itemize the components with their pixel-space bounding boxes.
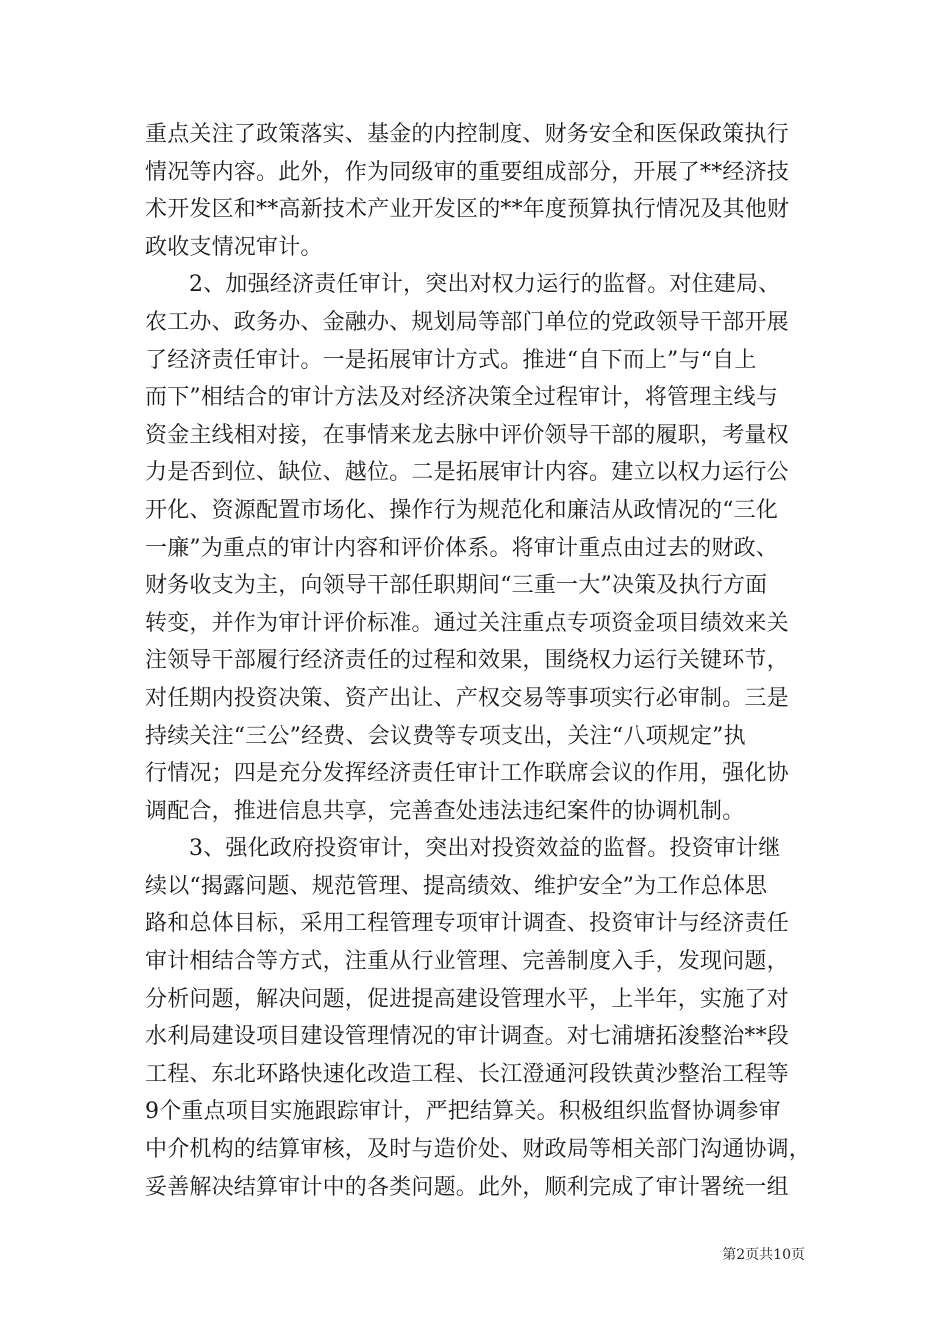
text-line: 政收支情况审计。 xyxy=(145,234,323,260)
paragraph-start-line: 2、加强经济责任审计，突出对权力运行的监督。对住建局、 xyxy=(189,272,781,298)
text-line: 了经济责任审计。一是拓展审计方式。推进“自下而上”与“自上 xyxy=(145,347,757,373)
text-line: 审计相结合等方式，注重从行业管理、完善制度入手，发现问题， xyxy=(145,949,789,975)
text-line: 路和总体目标，采用工程管理专项审计调查、投资审计与经济责任 xyxy=(145,911,789,937)
text-line: 转变，并作为审计评价标准。通过关注重点专项资金项目绩效来关 xyxy=(145,610,789,636)
body-text xyxy=(145,116,812,1206)
text-line: 情况等内容。此外，作为同级审的重要组成部分，开展了**经济技 xyxy=(145,159,790,185)
text-line: 对任期内投资决策、资产出让、产权交易等事项实行必审制。三是 xyxy=(145,685,789,711)
paragraph-start-line: 3、强化政府投资审计，突出对投资效益的监督。投资审计继 xyxy=(189,836,781,862)
text-line: 注领导干部履行经济责任的过程和效果，围绕权力运行关键环节， xyxy=(145,648,789,674)
text-line: 水利局建设项目建设管理情况的审计调查。对七浦塘拓浚整治**段 xyxy=(145,1024,790,1050)
text-line: 而下”相结合的审计方法及对经济决策全过程审计，将管理主线与 xyxy=(145,385,779,411)
page-number: 第2页共10页 xyxy=(722,1247,805,1263)
text-line: 中介机构的结算审核，及时与造价处、财政局等相关部门沟通协调， xyxy=(145,1137,812,1163)
text-line: 开化、资源配置市场化、操作行为规范化和廉洁从政情况的“三化 xyxy=(145,497,779,523)
text-line: 调配合，推进信息共享，完善查处违法违纪案件的协调机制。 xyxy=(145,798,745,824)
text-line: 一廉”为重点的审计内容和评价体系。将审计重点由过去的财政、 xyxy=(145,535,779,561)
text-line: 分析问题，解决问题，促进提高建设管理水平，上半年，实施了对 xyxy=(145,986,789,1012)
text-line: 持续关注“三公”经费、会议费等专项支出，关注“八项规定”执 xyxy=(145,723,746,749)
text-line: 续以“揭露问题、规范管理、提高绩效、维护安全”为工作总体思 xyxy=(145,873,768,899)
text-line: 工程、东北环路快速化改造工程、长江澄通河段铁黄沙整治工程等 xyxy=(145,1061,789,1087)
text-line: 9个重点项目实施跟踪审计，严把结算关。积极组织监督协调参审 xyxy=(145,1099,781,1125)
text-line: 行情况；四是充分发挥经济责任审计工作联席会议的作用，强化协 xyxy=(145,761,789,787)
text-line: 力是否到位、缺位、越位。二是拓展审计内容。建立以权力运行公 xyxy=(145,460,789,486)
text-line: 农工办、政务办、金融办、规划局等部门单位的党政领导干部开展 xyxy=(145,309,789,335)
text-line: 术开发区和**高新技术产业开发区的**年度预算执行情况及其他财 xyxy=(145,197,790,223)
text-line: 重点关注了政策落实、基金的内控制度、财务安全和医保政策执行 xyxy=(145,122,789,147)
text-line: 财务收支为主，向领导干部任职期间“三重一大”决策及执行方面 xyxy=(145,573,768,599)
text-line: 资金主线相对接，在事情来龙去脉中评价领导干部的履职，考量权 xyxy=(145,422,789,448)
text-line: 妥善解决结算审计中的各类问题。此外，顺利完成了审计署统一组 xyxy=(145,1174,789,1200)
